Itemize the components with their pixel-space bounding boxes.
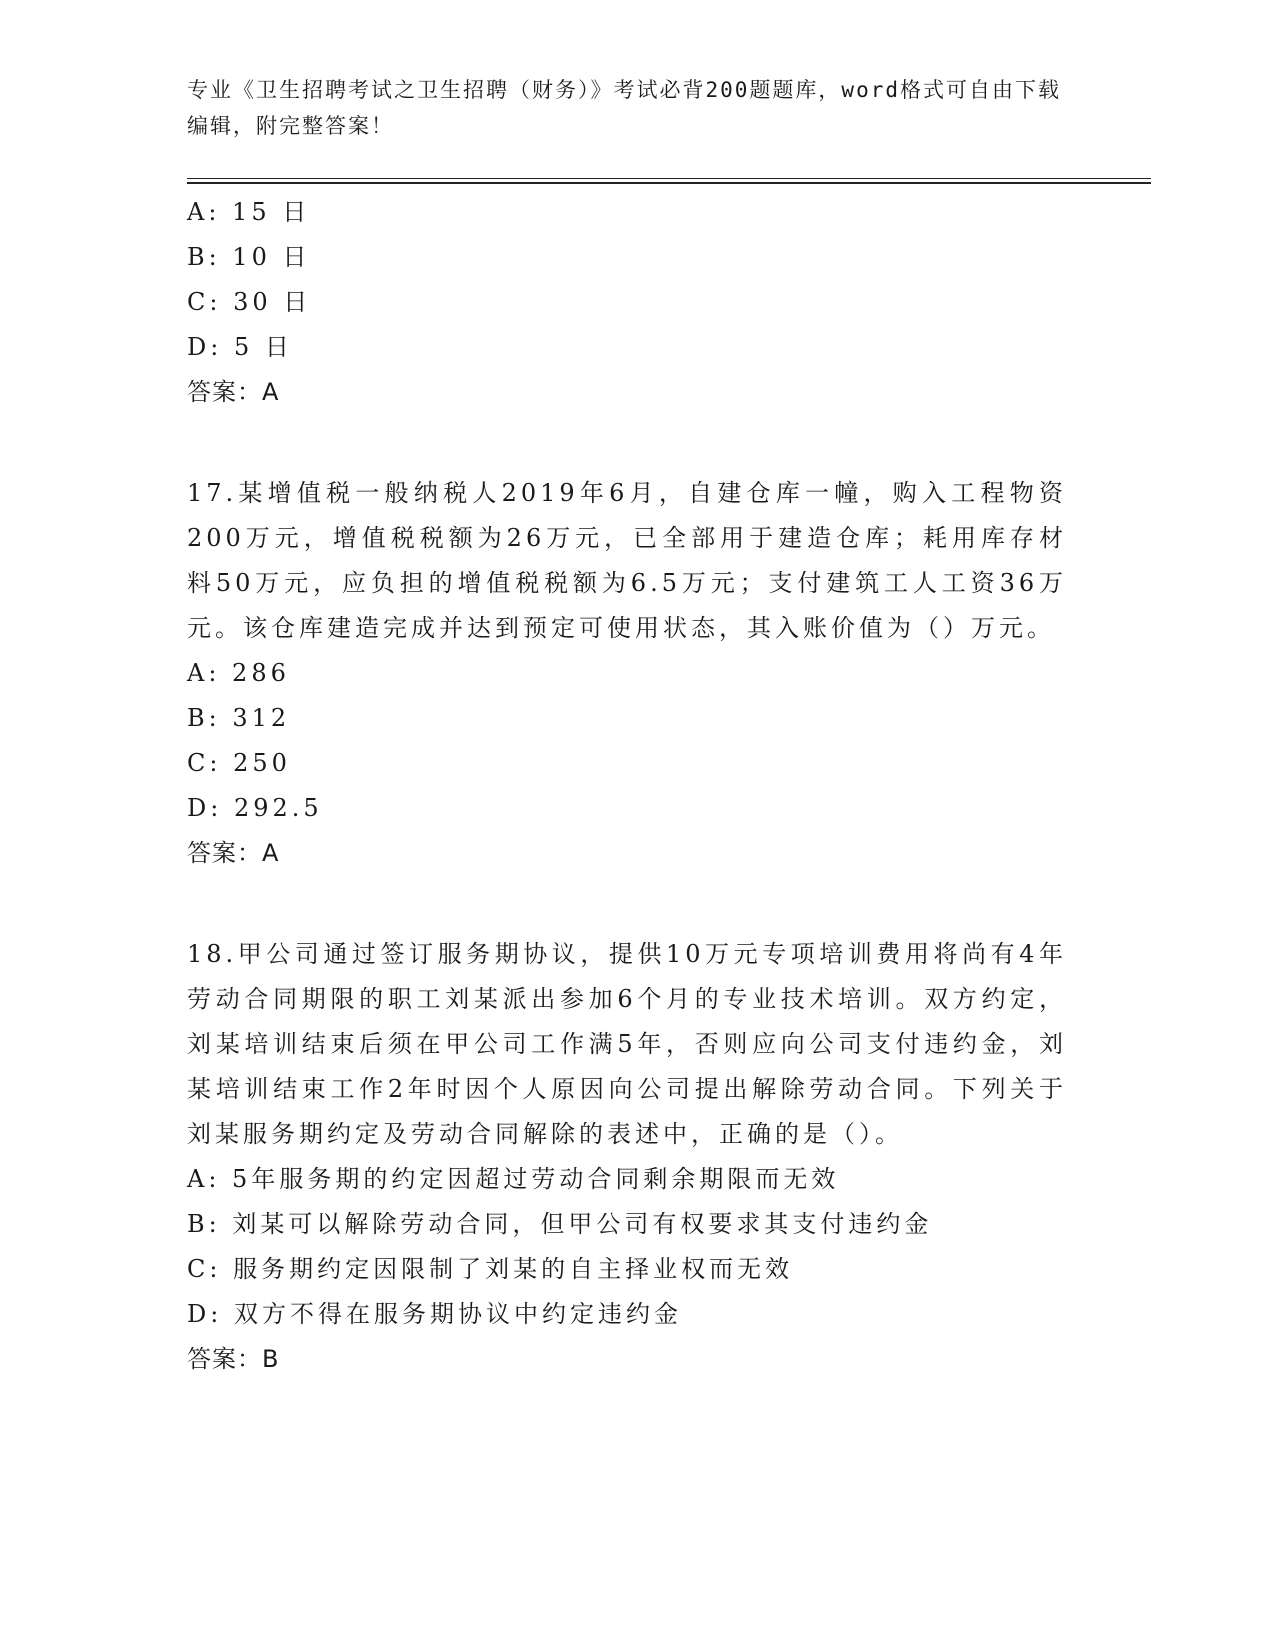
q18-option-c: C: 服务期约定因限制了刘某的自主择业权而无效 <box>187 1255 794 1283</box>
q18-option-b: B: 刘某可以解除劳动合同，但甲公司有权要求其支付违约金 <box>187 1210 933 1238</box>
q17-option-d: D: 292.5 <box>187 794 323 822</box>
q17-stem: 17.某增值税一般纳税人2019年6月，自建仓库一幢，购入工程物资200万元，增值税税额为26万元，已全部用于建造仓库；耗用库存材料50万元，应负担的增值税税额为6.5万元；支付建筑工人工资36万元。该仓库建造完成并达到预定可使用状态，其入账价值为（）万元。 <box>187 479 1067 642</box>
document-header: 专业《卫生招聘考试之卫生招聘（财务）》考试必背200题题库，word格式可自由下载编辑，附完整答案！ <box>187 78 1061 138</box>
q18-answer: 答案：B <box>187 1345 280 1373</box>
document-body <box>187 190 1067 1382</box>
q16-option-c: C: 30 日 <box>187 288 312 316</box>
q17-answer: 答案：A <box>187 839 280 867</box>
q16-option-a: A: 15 日 <box>187 198 311 226</box>
q17-option-b: B: 312 <box>187 704 291 732</box>
q18-option-a: A: 5年服务期的约定因超过劳动合同剩余期限而无效 <box>187 1165 840 1193</box>
q18-stem: 18.甲公司通过签订服务期协议，提供10万元专项培训费用将尚有4年劳动合同期限的职工刘某派出参加6个月的专业技术培训。双方约定，刘某培训结束后须在甲公司工作满5年，否则应向公司支付违约金，刘某培训结束工作2年时因个人原因向公司提出解除劳动合同。下列关于刘某服务期约定及劳动合同解除的表述中，正确的是（）。 <box>187 940 1067 1148</box>
q17-option-c: C: 250 <box>187 749 291 777</box>
q16-answer: 答案：A <box>187 378 280 406</box>
header-divider-thin <box>187 178 1151 179</box>
spacer <box>187 876 1067 932</box>
question-17-block <box>187 471 1067 876</box>
question-16-block <box>187 190 1067 415</box>
spacer <box>187 415 1067 471</box>
question-18-block <box>187 932 1067 1382</box>
q16-option-d: D: 5 日 <box>187 333 293 361</box>
q17-option-a: A: 286 <box>187 659 290 687</box>
header-divider-thick <box>187 182 1151 184</box>
q18-option-d: D: 双方不得在服务期协议中约定违约金 <box>187 1300 682 1328</box>
q16-option-b: B: 10 日 <box>187 243 311 271</box>
